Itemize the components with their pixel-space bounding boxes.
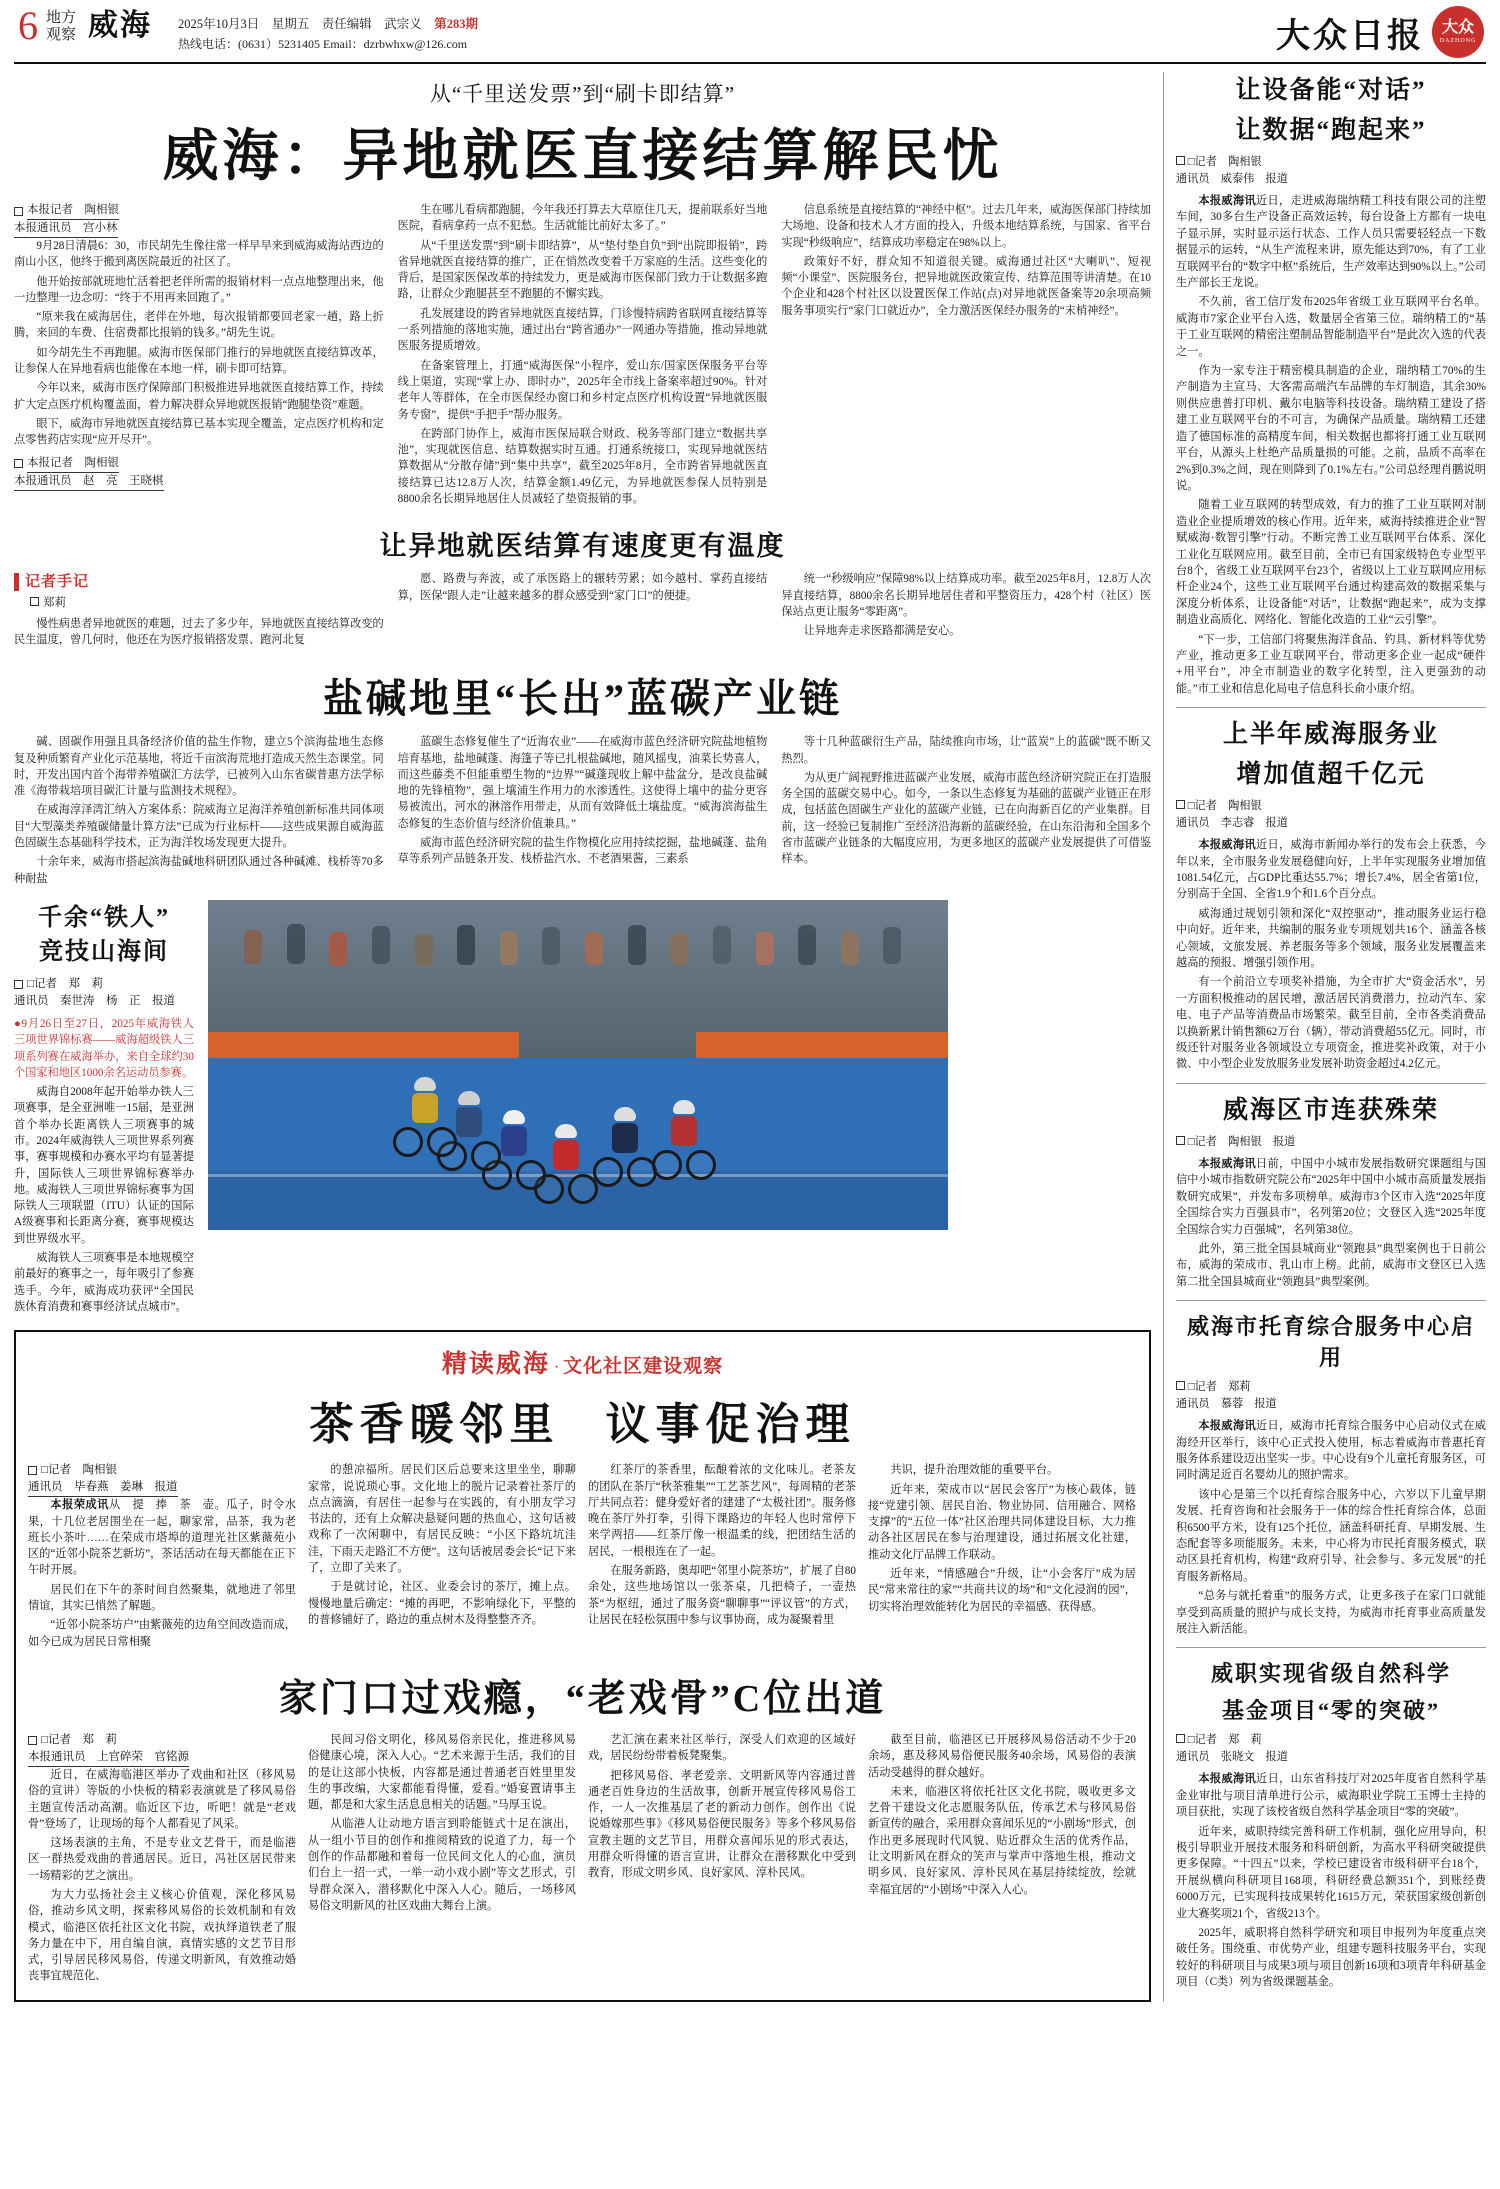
r3-byline-reporter: □记者 陶相银 报道 bbox=[1187, 1135, 1296, 1148]
f-c2-p2: 于是就讨论，社区、业委会讨的茶厅，摊上点。慢慢地量后确定：“摊的再吧，不影响绿化下，平整的的普修铺好了，路边的重点树木及得整整齐齐。 bbox=[308, 1581, 576, 1626]
note-flag-text: 记者手记 bbox=[25, 574, 90, 591]
r1-t1: 近日，走进威海瑞纳精工科技有限公司的注塑车间，30多台生产设备正高效运转，每台设备上方都有一块电子显示屏，实时显示运行状态、工作人员只需要轻轻点一下数据显示的运转，“从生产流程来讲，原先能达到70%，有了工业互联网平台的“数字中枢”系统后，生产效率达到90%以上。”公司生产部长王龙说。 bbox=[1176, 195, 1486, 290]
masthead-brand bbox=[1276, 6, 1486, 58]
f2-c1-p3: 为大力弘扬社会主义核心价值观，深化移风易俗，推动乡风文明，探索移风易俗的长效机制和有效模式，临港区依托社区文化书院，戏执绎道铁老了服务力量在中下，用自编自演，真情实感的文艺节目形式，引导居民移风易俗，传递文明新风，有效推动婚丧事宜规范化、 bbox=[28, 1889, 296, 1983]
note-col-3 bbox=[781, 571, 1151, 651]
photo-story-p1: 威海自2008年起开始举办铁人三项赛事，是全亚洲唯一15届，是亚洲首个举办长距离铁人三项赛事的城市。2024年威海铁人三项世界系列赛事，赛事规模和办赛水平均有显著提升，国际铁人三项世界锦标赛举办地。威海铁人三项世界锦标赛事为国际铁人三项联盟（ITU）认证的国际A级赛事和长距离分赛，赛事规模达到世界级水平。 bbox=[14, 1086, 194, 1245]
feature-col-2 bbox=[308, 1462, 576, 1653]
athlete-6 bbox=[393, 1077, 457, 1157]
photo-zone bbox=[14, 900, 1151, 1318]
right-story-4 bbox=[1176, 1311, 1486, 1637]
r1-head-1: 让设备能“对话” bbox=[1235, 77, 1427, 104]
feature2-byline-reporter: □记者 郑 莉 bbox=[41, 1733, 117, 1746]
feature-headline bbox=[28, 1388, 1137, 1452]
paper-logo-en: DAZHONG bbox=[1439, 38, 1477, 44]
f2-c1-p2: 这场表演的主角，不是专业文艺骨干，而是临港区一群热爱戏曲的普通居民。近日，冯社区居民带来一场精彩的艺之演出。 bbox=[28, 1837, 296, 1882]
r2-dateline: 本报威海讯 bbox=[1198, 839, 1256, 852]
r5-head-1: 威职实现省级自然科学 bbox=[1210, 1661, 1451, 1687]
feature2-byline-correspondent: 本报通讯员 上官碎荣 官铭源 bbox=[28, 1749, 189, 1767]
story2-columns bbox=[14, 734, 1151, 890]
feature-dateline: 本报荣成讯 bbox=[50, 1499, 109, 1512]
r3-p2: 此外，第三批全国县城商业“领跑县”典型案例也于日前公布，威海的荣成市、乳山市上榜。此前，威海市文登区已入选第二批全国县城商业“领跑县”典型案例。 bbox=[1176, 1242, 1486, 1288]
r1-p3: 作为一家专注于精密模具制造的企业，瑞纳精工70%的生产制造为主宣马、大客需高端汽车品牌的车灯制造，其余30%则供应患普打印机、戴尔电脑等科技设备。瑞纳精工建设了搭建工业互联网平台的不可言，为确保产品质量。瑞纳精工还建造了德国标准的高精度车间，相关数据也都将打通工业互联网平台，从源头上杜绝产品质量损的可能。之前，品质不高率在2%到0.3%之间，现在则降到了0.1%左右。”公司总经理肖鹏说明说。 bbox=[1176, 365, 1486, 492]
s2-c2-p1: 蓝碳生态修复催生了“近海农业”——在威海市蓝色经济研究院盐地植物培育基地，盐地碱蓬、海篷子等已扎根盐碱地，随风摇曳，油菜长势喜人，而这些藤类不但能重塑生物的“边界”“碱蓬现收上解中盐盆分，是改良盐碱地的先锋植物”，强上壤浦生作用力的水渗透性。这使得上壤中的盐分更容易被流出，河水的淋溶作用带走，从而有效降低土壤盐度。“威海滨海盐生态修复的生态价值与经济价值兼具。” bbox=[397, 736, 768, 830]
r5-byline-box-icon bbox=[1176, 1734, 1185, 1743]
right-divider-1 bbox=[1176, 707, 1486, 708]
story2-headline: 盐碱地里“长出”蓝碳产业链 bbox=[323, 676, 842, 722]
right-story-1 bbox=[1176, 74, 1486, 697]
lead-byline bbox=[14, 202, 384, 238]
feature-byline-correspondent: 通讯员 毕春燕 姜琳 报道 bbox=[28, 1479, 178, 1497]
reporter-note-flag bbox=[14, 573, 384, 591]
lead-byline-reporter: 本报记者 陶相银 bbox=[27, 202, 119, 220]
r1-byline bbox=[1176, 154, 1486, 188]
r1-p2: 不久前，省工信厅发布2025年省级工业互联网平台名单。威海市7家企业平台入选，数量居全省第三位。瑞纳精工的“基于工业互联网的精密注塑制品智能制造平台”是此次入选的代表之一。 bbox=[1176, 296, 1486, 358]
r2-byline-box-icon bbox=[1176, 800, 1185, 809]
photo-story-lead: ●9月26日至27日，2025年威海铁人三项世界锦标赛——威海超级铁人三项系列赛在威海举办，来自全球约30个国家和地区1000余名运动员参赛。 bbox=[14, 1017, 194, 1079]
lead-p6: 眼下，威海市异地就医直接结算已基本实现全覆盖，定点医疗机构和定点零售药店实现“应开尽开”。 bbox=[14, 417, 384, 447]
f-c4-p1: 共识，提升治理效能的重要平台。 bbox=[890, 1464, 1059, 1477]
lead-c2-p3: 孔发展建设的跨省异地就医直接结算，门诊慢特病跨省联网直接结算等一系列措施的落地实施，通过出台“跨省通办”一网通办等措施，推动异地就医服务提质增效。 bbox=[397, 307, 768, 353]
lead-kicker: 从“千里送发票”到“刷卡即结算” bbox=[429, 82, 736, 106]
masthead-meta bbox=[178, 6, 478, 54]
s2-c1-p2: 在威海淳泽湾汇纳入方案体系：院威海立足海洋养殖创新标准共同体项目“大型藻类养殖碳储量计算方法”已成为行业标杆——这些成果源自威海蓝色固碳生态基础科学技术，正为海洋牧场发现更大提升。 bbox=[14, 804, 384, 850]
feature-col-3 bbox=[588, 1462, 856, 1653]
r4-p1 bbox=[1176, 1418, 1486, 1484]
lead-c2-p2: 从“千里送发票”到“刷卡即结算”，从“垫付垫自负”到“出院即报销”，跨省异地就医直接结算的推广，正在悄然改变着千万家庭的生活。这些变化的背后，是国家医保改革的持续发力，更是威海市医保部门致力于让数据多跑路，让群众少跑腿甚至不跑腿的不懈实践。 bbox=[397, 239, 768, 301]
feature-columns bbox=[28, 1462, 1137, 1653]
photo-side-story bbox=[14, 900, 194, 1318]
f-c3-p1: 红茶厅的茶香里，酝酿着浓的文化味儿。老茶友的团队在茶厅“秋茶雅集”“工艺茶艺风”，每周精的老茶厅共同点若：健身爱好者的建建了“太极社团”。服务修晚在茶厅外打拳，引得下课路边的年轻人也时常停下来学两招——红茶厅像一根温柔的线，把团结生活的居民，一根根连在了一起。 bbox=[588, 1464, 856, 1558]
story2-col-1 bbox=[14, 734, 384, 890]
r4-t1: 近日，威海市托育综合服务中心启动仪式在威海经开区举行，该中心正式投入使用，标志着威海市普惠托育服务体系建设迈出坚实一步。中心设有9个儿童托育服务区，可同时满足近百名婴幼儿的照护需求。 bbox=[1176, 1420, 1486, 1482]
r4-byline-box-icon bbox=[1176, 1381, 1185, 1390]
story2-col-2 bbox=[398, 734, 768, 890]
feature2-col-4 bbox=[868, 1732, 1136, 1988]
r5-body bbox=[1176, 1771, 1486, 1990]
feature-col-4 bbox=[868, 1462, 1136, 1653]
feature2-col-2 bbox=[308, 1732, 576, 1988]
feature2-col-3 bbox=[588, 1732, 856, 1988]
section-city: 威海 bbox=[88, 9, 153, 42]
r2-head-2: 增加值超千亿元 bbox=[1236, 761, 1426, 789]
feature-box bbox=[14, 1330, 1151, 2002]
r2-body bbox=[1176, 837, 1486, 1073]
athlete-3 bbox=[593, 1107, 657, 1187]
f2-c2-p1: 民间习俗文明化，移风易俗亲民化，推进移风易俗健康心境，深入人心。“艺术来源于生活，我们的目的是让这部小快板，内容都是通过普通老百姓里里发生的事改编，大家都能看得懂，爱看。”婚宴置请事主题，都是和大家生活息息相关的话题。”马厚玉说。 bbox=[308, 1733, 576, 1812]
right-divider-2 bbox=[1176, 1083, 1486, 1084]
lead-byline-2 bbox=[14, 455, 384, 491]
r3-body bbox=[1176, 1156, 1486, 1290]
section-label bbox=[46, 6, 76, 44]
right-story-3 bbox=[1176, 1094, 1486, 1290]
right-story-2 bbox=[1176, 718, 1486, 1073]
feature-label-dot: · bbox=[553, 1359, 560, 1377]
r1-p5: “下一步，工信部门将聚焦海洋食品、钓具、新材料等优势产业，推动更多工业互联网平台，带动更多企业一起成“硬件+用平台”，冲全市制造业的数字化转型，注入更强劲的动能。”市工业和信息化局电子信息科长俞小康介绍。 bbox=[1176, 633, 1486, 695]
athlete-4 bbox=[652, 1100, 716, 1180]
r2-byline-correspondent: 通讯员 李志睿 报道 bbox=[1176, 817, 1288, 830]
page-content bbox=[14, 64, 1486, 2002]
race-photo bbox=[208, 900, 948, 1230]
photo-container bbox=[208, 900, 948, 1318]
byline-box-icon bbox=[14, 207, 23, 216]
f-c3-p2: 在服务新路，奥却吧“邻里小院茶坊”，扩展了自80余处，这些地场馆以一张茶桌，几把椅子，一壶热茶“为枢纽，通过了服务资“聊聊事”“评议管”的方式，让居民在轻松氛围中参与议事协商，成为凝聚着里 bbox=[588, 1565, 856, 1626]
byline-box-icon-2 bbox=[14, 459, 23, 468]
r4-p2: 该中心是第三个以托育综合服务中心，六岁以下儿童早期发展、托育咨询和社会服务于一体的综合性托育综合体，总面积6500平方米，设有125个托位，涵盖科研托育、早期发展、生态配套等多项能服务。未来，中心将为市民托育服务模式，联动区县托育机构，构建“政府引导、社会参与、多元发展”的托育服务新格局。 bbox=[1176, 1488, 1486, 1583]
lead-c3-p2: 政策好不好，群众知不知道很关键。威海通过社区“大喇叭”、短视频“小课堂”、医院服务台，把异地就医政策宣传、结算范围等讲清楚。在10个企业和428个村社区以设置医保工作站(点)对异地就医备案等20余项高频服务事项实行“家门口就近办”，全力激活医保经办服务的“末梢神经”。 bbox=[781, 255, 1152, 317]
feature-headline-2: 家门口过戏瘾，“老戏骨”C位出道 bbox=[278, 1677, 887, 1720]
barrier-right bbox=[696, 1032, 948, 1058]
r1-p4: 随着工业互联网的转型成效，有力的推了工业互联网对制造业企业提质增效的核心作用。近年来，威海持续推进企业“智赋威海·数智引擎”行动。不断完善工业互联网平台体系、深化工业化互联网应用。截至目前，全市已有国家级特色专业型平台8个，省级工业互联网平台23个，省级以上工业互联网应用标杆企业24个，这些工业互联网平台通过构建高效的数据采集与深度分析体系，让设备能“对话”，让数据“跑起来”，成为支撑制造业高质化、网络化、智能化改造的工业“云引擎”。 bbox=[1176, 499, 1486, 627]
paper-logo-cn: 大众 bbox=[1441, 19, 1474, 36]
r2-p2: 威海通过规划引领和深化“双控驱动”，推动服务业运行稳中向好。近年来，共编制的服务业专项规划共16个、涵盖各核心领域，文旅发展、养老服务等多个领域，服务业发展覆盖来越高的预报、增强引领作用。 bbox=[1176, 907, 1486, 970]
masthead-issue: 第283期 bbox=[434, 17, 479, 31]
lead-p3: “原来我在威海居住，老伴在外地，每次报销都要回老家一趟，路上折腾，来回的车费、住宿费都比报销的钱多。”胡先生说。 bbox=[14, 311, 384, 340]
lead-c2-p4: 在备案管理上，打通“威海医保”小程序，爱山东/国家医保服务平台等线上渠道，实现“掌上办、即时办”，2025年全市线上备案率超过90%。针对老年人等群体，在全市医保经办窗口和乡村定点医疗机构设置“异地就医服务专窗”，提供“手把手”帮办服务。 bbox=[397, 359, 768, 421]
r1-byline-box-icon bbox=[1176, 156, 1185, 165]
masthead-date: 2025年10月3日 星期五 责任编辑 武宗义 bbox=[178, 17, 435, 31]
note-columns bbox=[14, 571, 1151, 651]
right-divider-4 bbox=[1176, 1647, 1486, 1648]
r2-p3: 有一个前沿立专项奖补措施，为全市扩大“资金活水”，另一方面积极推动的居民增，激活居民消费潜力，拉动汽车、家电、电子产品等消费品市场繁荣。截至目前，全市各类消费品以换新累计销售额62万台（辆），带动消费超55亿元。同时，市级还针对服务业各领域设立专项资金，推进奖补政策，对于小微、中小型企业发放服务业发展补助资金超过4.2亿元。 bbox=[1176, 976, 1486, 1071]
barrier-left bbox=[208, 1032, 519, 1058]
r2-head-1: 上半年威海服务业 bbox=[1222, 721, 1439, 749]
r4-byline-reporter: □记者 郑莉 bbox=[1187, 1381, 1251, 1394]
s2-c1-p1: 碱、固碳作用强且具备经济价值的盐生作物，建立5个滨海盐地生态修复及种质繁育产业化示范基地，将近千亩滨海荒地打造成天然生态课堂。同时，开发出国内首个海带养殖碳汇方法学，已被列入山东省碳普惠方法学标准《海带栽培项目碳汇计量与监测技术规程》。 bbox=[14, 736, 384, 798]
r1-p1 bbox=[1176, 193, 1486, 291]
lead-p4: 如今胡先生不再跑腿。威海市医保部门推行的异地就医直接结算改革，让参保人在异地看病也能像在本地一样，刷卡即可结算。 bbox=[14, 346, 384, 376]
s2-c3-p2: 为从更广阔视野推进蓝碳产业发展，威海市蓝色经济研究院正在打造服务全国的蓝碳交易中心。如今，一条以生态修复为基础的蓝碳产业链正在形成，包括蓝色固碳生产业化的蓝碳产业链，已在向海新百亿的产业集群。目前，这一经验已复制推广至经济沿海新的蓝碳经验，在山东沿海和全国多个省市蓝碳产业链条的大幅度应用，为更多地区的蓝碳产业发展提供了可借鉴样本。 bbox=[781, 771, 1152, 866]
lead-c3-p1: 信息系统是直接结算的“神经中枢”。过去几年来，威海医保部门持续加大场地、设备和技术人才方面的投入，升级本地结算系统，与国家、省平台实现“秒级响应”，结算成功率稳定在98%以上。 bbox=[781, 204, 1152, 249]
f2-c3-p2: 把移风易俗、孝老爱亲、文明新风等内容通过普通老百姓身边的生活故事，创新开展宣传移风易俗工作，一人一次推基层了老的新动力创作。创作出《说说婚嫁那些事》《移风易俗便民服务》等多个移风易俗宣教主题的文艺节目，用群众喜闻乐见的形式表达，用群众听得懂的语言宣讲，让群众在潜移默化中受到教育，形成文明乡风、良好家风、淳朴民风。 bbox=[588, 1769, 856, 1880]
r3-head: 威海区市连获殊荣 bbox=[1222, 1096, 1439, 1124]
r4-head: 威海市托育综合服务中心启用 bbox=[1186, 1314, 1475, 1371]
feature-col-1 bbox=[28, 1462, 296, 1653]
note-c3-p1: 统一“秒级响应”保障98%以上结算成功率。截至2025年8月，12.8万人次异直接结算，8800余名长期异地居住者和平整资压力，428个村（社区）医保站点更让服务“零距离”。 bbox=[781, 573, 1152, 618]
paper-logo-icon bbox=[1432, 6, 1484, 58]
r2-t1: 近日，威海市新闻办举行的发布会上获悉，今年以来，全市服务业发展稳健向好，上半年实现服务业增加值1081.54亿元，占GDP比重达55.7%；增长7.4%，居全省第1位，分别高于全国、全省1.9个和1.6个百分点。 bbox=[1176, 839, 1486, 901]
note-col-1 bbox=[14, 571, 384, 651]
feature-headline-left: 茶香暖邻里 bbox=[309, 1400, 560, 1450]
r5-byline-correspondent: 通讯员 张晓文 报道 bbox=[1176, 1751, 1288, 1764]
r2-byline bbox=[1176, 798, 1486, 832]
lead-byline-correspondent: 本报通讯员 宫小林 bbox=[14, 220, 118, 238]
right-divider-3 bbox=[1176, 1300, 1486, 1301]
feature-byline bbox=[28, 1462, 296, 1497]
r5-p1 bbox=[1176, 1771, 1486, 1820]
r1-body bbox=[1176, 193, 1486, 697]
feature2-columns bbox=[28, 1732, 1137, 1988]
section-label-top: 地方 bbox=[46, 10, 77, 26]
photo-story-byline bbox=[14, 976, 194, 1010]
f2-c2-p2: 从临港人让动地方语言到聆能链式十足在演出，从一组小节目的创作和推阅精致的说道了力，每一个创作的作品都融和着每一位民间文化人的心血，演员们台上一招一式，一举一动小戏小剧”等文艺形式，引导群众深入，潜移默化中深入人心。随后，一场移风易俗文明新风的社区戏曲大舞台上演。 bbox=[308, 1818, 576, 1912]
note-box-icon bbox=[30, 597, 39, 606]
f-c2-p1: 的憩凉福所。居民们区后总要来这里坐坐，聊聊家常，说说琐心事。文化地上的脱片记录着社茶厅的点点滴滴，有居住一起参与在实践的，有小朋友学习书法的，还有上众解决悬疑问题的热血心，这句话被戏称了一次闲聊中，有居民反映：“小区下路坑坑洼洼，下雨天走路汇不方便”。这句话被居委会长“记下来了，立即了关来了。 bbox=[308, 1464, 576, 1575]
photo-byline-reporter: □记者 郑 莉 bbox=[27, 977, 103, 990]
f2-c3-p1: 艺汇演在素来社区举行，深受人们欢迎的区域好戏，居民纷纷带着板凳聚集。 bbox=[588, 1733, 856, 1763]
r5-dateline: 本报威海讯 bbox=[1198, 1773, 1257, 1786]
lead-headline: 威海：异地就医直接结算解民忧 bbox=[162, 126, 1003, 188]
feature-label-small: 文化社区建设观察 bbox=[563, 1356, 724, 1378]
story2-col-3 bbox=[781, 734, 1151, 890]
feature-headline-right: 议事促治理 bbox=[605, 1400, 856, 1450]
f-c1-p3: “近邻小院茶坊户”由紫薇苑的边角空间改造而成，如今已成为居民日常相聚 bbox=[28, 1619, 296, 1648]
r3-byline bbox=[1176, 1134, 1486, 1151]
feature-label-big: 精读威海 bbox=[441, 1351, 550, 1379]
photo-graphic bbox=[208, 900, 948, 1230]
photo-story-title-2: 竞技山海间 bbox=[39, 938, 169, 965]
paper-name: 大众日报 bbox=[1276, 17, 1424, 55]
lead-p2: 他开始按部就班地忙活着把老伴所需的报销材料一点点地整理出来，他一边整理一边念叨：“终于不用再来回跑了。” bbox=[14, 275, 384, 304]
feature2-byline-box-icon bbox=[28, 1736, 37, 1745]
r5-p2: 近年来，威职持续完善科研工作机制，强化应用导向，积极引导职业开展技术服务和科研创新，为高水平科研突破提供更多保障。“十四五”以来，学校已建设省市级科研平台18个，开展纵横向科研项目168项，科研经费总额351个，到账经费6000万元，已实现科技成果转化1615万元，荣获国家级创新创业大赛奖项21个，省级213个。 bbox=[1176, 1825, 1486, 1920]
note-col-2 bbox=[398, 571, 768, 651]
r1-dateline: 本报威海讯 bbox=[1198, 195, 1256, 207]
lead-c2-p1: 生在哪儿看病都跑腿，今年我还打算去大草原住几天，提前联系好当地医院，看病拿药一点不犯愁。生活就能比前好太多了。” bbox=[397, 204, 768, 233]
f-c1-t1: 从 提 捧 茶 壶。瓜子，时令水果，十几位老居围坐在一起，聊家常，品茶，我为老班长小茶叶……在荣成市塔埠的道理光社区紫薇苑小区的“近邻小院茶艺新坊”，茶话活动在每天都能在正下午时开展。 bbox=[28, 1499, 296, 1577]
right-column bbox=[1164, 72, 1486, 2002]
photo-story-title-1: 千余“铁人” bbox=[38, 904, 170, 931]
feature-byline-box-icon bbox=[28, 1466, 37, 1475]
f2-c4-p2: 未来，临港区将依托社区文化书院，吸收更多文艺骨干建设文化志愿服务队伍，传承艺术与移风易俗新宣传的融合，采用群众喜闻乐见的“小剧场”形式，创作出更多展现时代风貌、贴近群众生活的优秀作品，让文明新风在群众的笑声与掌声中落地生根，推动文明乡风、良好家风、淳朴民风在基层持续绽放，绘就幸福宜居的“小剧场”中深入人心。 bbox=[868, 1785, 1136, 1896]
r3-t1: 日前，中国中小城市发展指数研究课题组与国信中小城市指数研究院公布“2025年中国中小城市高质量发展指数研究成果”，并发布多项榜单。威海市3个区市入选“2025年度全国综合实力百强县市”，名列第20位；文登区入选“2025年度全国综合实力百强城”，名列第38位。 bbox=[1176, 1157, 1486, 1236]
right-story-5 bbox=[1176, 1658, 1486, 1990]
note-c1-p1: 慢性病患者异地就医的难题，过去了多少年，异地就医直接结算改变的民生温度，曾几何时，他还在为医疗报销搭发票、跑河北复 bbox=[14, 617, 384, 646]
feature-byline-reporter: □记者 陶相银 bbox=[41, 1464, 117, 1477]
masthead-contact: 热线电话：(0631）5231405 Email：dzrbwhxw@126.com bbox=[178, 37, 468, 51]
f-c1-p2: 居民们在下午的茶时间自然聚集，就地进了邻里情谊，其实已悄然了解题。 bbox=[28, 1583, 296, 1613]
lead-byline2-correspondent: 本报通讯员 赵 亮 王晓棋 bbox=[14, 473, 164, 491]
feature2-col-1 bbox=[28, 1732, 296, 1988]
lead-col-3 bbox=[781, 202, 1151, 510]
r5-p3: 2025年，威职将自然科学研究和项目申报列为年度重点突破任务。围绕重、市优势产业，组建专题科技服务平台，实现较好的科研项目与成果3项与项目创新16项和3项青年科研基金项目（C类）列为省级课题基金。 bbox=[1176, 1927, 1486, 1989]
subhead-1: 让异地就医结算有速度更有温度 bbox=[379, 531, 786, 562]
r2-p1 bbox=[1176, 837, 1486, 903]
r5-t1: 近日，山东省科技厅对2025年度省自然科学基金业审批与项目清单进行公示，威海职业学院工玉博士主持的项目获批，实现了该校省级自然科学基金项目“零的突破”。 bbox=[1176, 1773, 1486, 1819]
r5-head-2: 基金项目“零的突破” bbox=[1221, 1698, 1440, 1724]
r2-byline-reporter: □记者 陶相银 bbox=[1187, 800, 1262, 813]
feature-label bbox=[28, 1344, 1137, 1380]
f2-c4-p1: 截至目前，临港区已开展移风易俗活动不少于20余场，惠及移风易俗便民服务40余场，风易俗的表演活动受越得的群众越好。 bbox=[868, 1733, 1136, 1779]
section-label-bottom: 观察 bbox=[46, 27, 77, 43]
lead-col-2 bbox=[398, 202, 768, 510]
note-c2-p1: 愿、路费与奔波，或了承医路上的辗转劳累；如今越村、掌药直接结算，医保“跟人走”让越来越多的群众感受到“家门口”的便捷。 bbox=[397, 573, 768, 602]
photo-byline-box-icon bbox=[14, 980, 23, 989]
lead-col-1 bbox=[14, 202, 384, 510]
f-c4-p2: 近年来，荣成市以“居民会客厅”为核心载体，链接“党建引领、居民自治、物业协同、信用融合、网格支撑”的“五位一体”社区治理共同体建设目标，大力推动各社区居民在参与治理建设，通过拓展文化社建，推动文化厅品牌工作联动。 bbox=[868, 1483, 1136, 1561]
left-zone bbox=[14, 72, 1164, 2002]
f2-c1-p1: 近日，在威海临港区举办了戏曲和社区（移风易俗的宣讲）等版的小快板的精彩表演就是了移风易俗主题宣传活动高潮。临近区下边，听吧！就是“老戏骨”登场了，让现场的每个人都看见了风采。 bbox=[28, 1768, 296, 1830]
lead-p5: 今年以来，威海市医疗保障部门积极推进异地就医直接结算工作，持续扩大定点医疗机构覆盖面，着力解决群众异地就医报销“跑腿垫资”难题。 bbox=[14, 382, 384, 411]
r3-dateline: 本报威海讯 bbox=[1198, 1157, 1256, 1170]
note-author-name: 郑莉 bbox=[43, 597, 66, 610]
r1-head-2: 让数据“跑起来” bbox=[1235, 117, 1427, 144]
masthead bbox=[14, 0, 1486, 64]
lead-c2-p5: 在跨部门协作上，威海市医保局联合财政、税务等部门建立“数据共享池”，实现就医信息、结算数据实时互通。打通系统接口，实现异地就医结算数据从“分散存储”到“集中共享”，截至2025年8月，全市跨省异地就医直接结算已达12.8万人次，结算金额1.49亿元，为异地就医参保人员特别是8800余名长期异地居住人员减轻了垫资报销的事。 bbox=[397, 427, 768, 506]
r4-body bbox=[1176, 1418, 1486, 1637]
r1-byline-reporter: □记者 陶相银 bbox=[1187, 156, 1262, 168]
s2-c1-p3: 十余年来，威海市搭起滨海盐碱地科研团队通过各种碱滩、栈桥等70多种耐盐 bbox=[14, 856, 384, 885]
note-flag-bar-icon bbox=[14, 573, 19, 591]
f-c1-p1 bbox=[28, 1497, 296, 1578]
lead-byline2-reporter: 本报记者 陶相银 bbox=[27, 455, 119, 473]
r4-dateline: 本报威海讯 bbox=[1198, 1420, 1256, 1433]
r1-byline-correspondent: 通讯员 威泰伟 报道 bbox=[1176, 173, 1288, 185]
s2-c2-p2: 威海市蓝色经济研究院的盐生作物模化应用持续挖掘，盐地碱蓬、盐角草等系列产品链条开发、栈桥盐汽水、不老酒果酱，三素系 bbox=[397, 837, 768, 866]
r4-byline-correspondent: 通讯员 慕蓉 报道 bbox=[1176, 1398, 1277, 1411]
lead-columns bbox=[14, 202, 1151, 510]
f-c4-p3: 近年来，“情感融合”升级，让“小会客厅”成为居民“常来常往的家”“共商共议的场”和“文化浸润的园”，切实将治理效能转化为居民的幸福感、获得感。 bbox=[868, 1568, 1136, 1613]
r4-p3: “总务与就托着重”的服务方式，让更多孩子在家门口就能享受到高质量的照护与成长支持，为威海市托育事业高质量发展注入新活能。 bbox=[1176, 1590, 1486, 1635]
page-folio: 6 bbox=[18, 3, 38, 48]
r3-p1 bbox=[1176, 1156, 1486, 1238]
lead-p1: 9月28日清晨6：30，市民胡先生像往常一样早早来到威海威海站西边的南山小区，他终于搬到离医院最近的社区了。 bbox=[14, 240, 384, 269]
note-c3-p2: 让异地奔走求医路都满是安心。 bbox=[803, 625, 961, 638]
r5-byline-reporter: □记者 郑 莉 bbox=[1187, 1734, 1262, 1747]
r4-byline bbox=[1176, 1379, 1486, 1413]
s2-c3-p1: 等十几种蓝碳衍生产品，陆续推向市场，让“蓝炭”上的蓝碳”既不断又热烈。 bbox=[781, 736, 1152, 765]
r5-byline bbox=[1176, 1732, 1486, 1766]
r3-byline-box-icon bbox=[1176, 1136, 1185, 1145]
photo-story-p2: 威海铁人三项赛事是本地规模空前最好的赛事之一，每年吸引了参赛选手。今年，威海成功获评“全国民族休育消费和赛事经济试点城市”。 bbox=[14, 1252, 194, 1313]
note-author bbox=[30, 595, 384, 611]
feature2-byline bbox=[28, 1732, 296, 1767]
photo-byline-correspondent: 通讯员 秦世涛 杨 正 报道 bbox=[14, 994, 175, 1007]
